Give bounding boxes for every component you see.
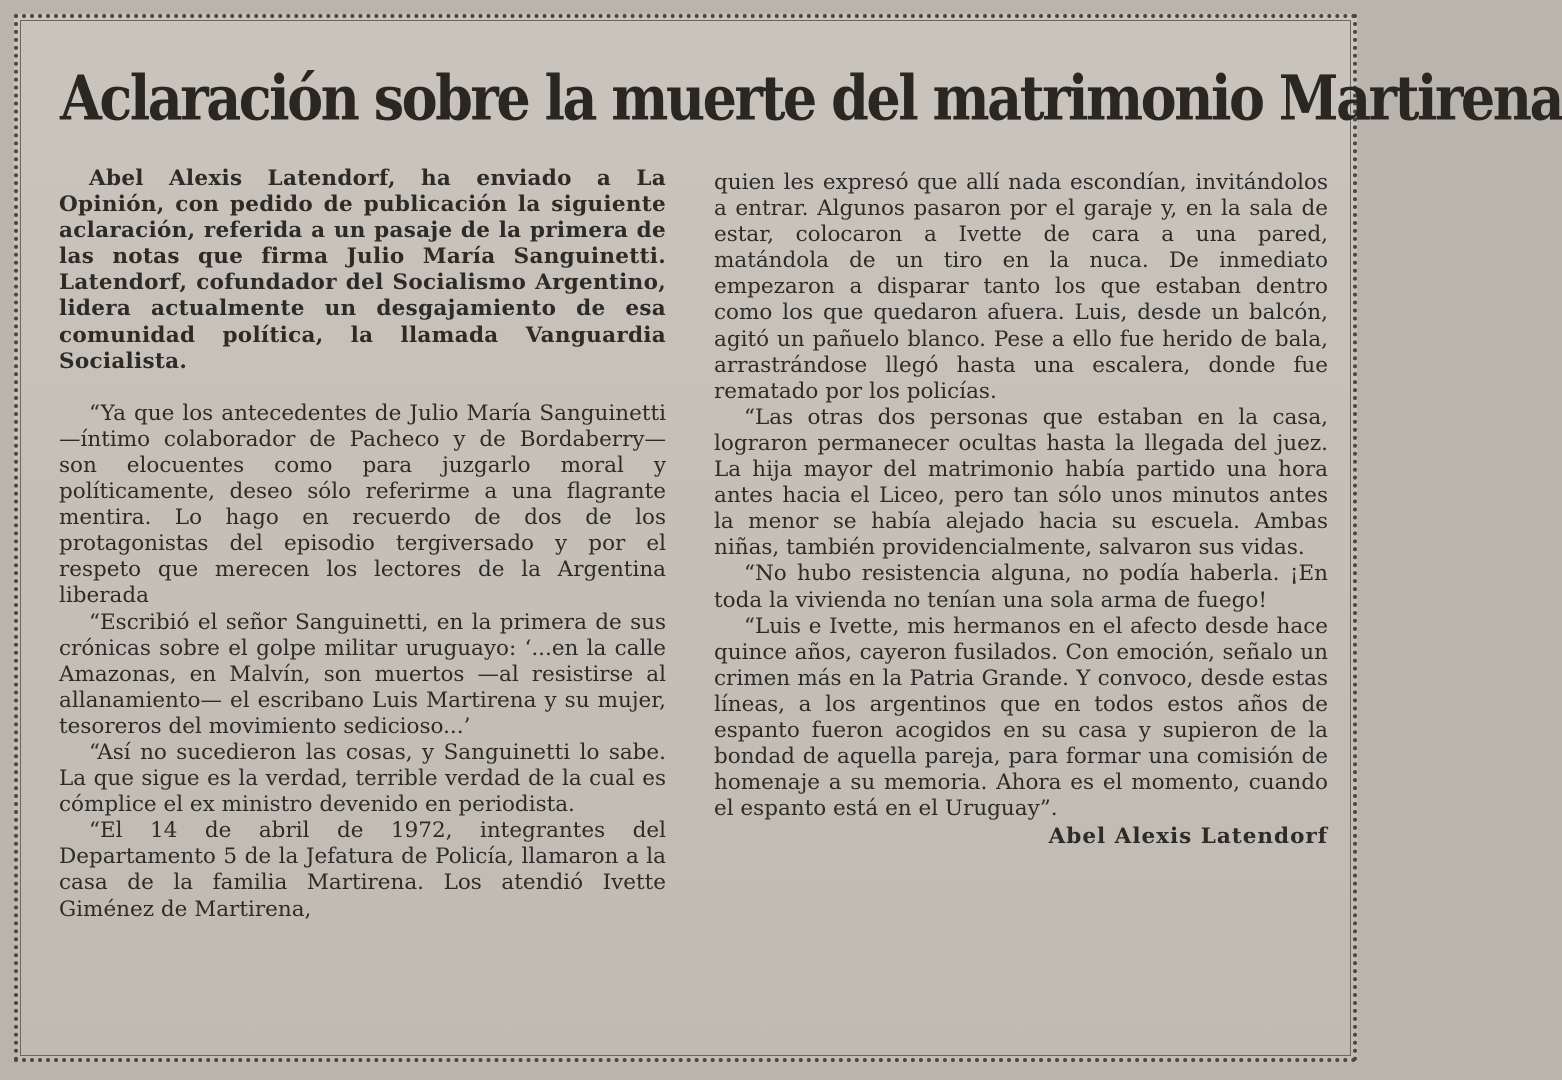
paragraph-gap [59, 375, 666, 401]
letter-paragraph-5: “Las otras dos personas que estaban en la casa, lograron permanecer ocultas hasta la llegada del juez. La hija mayor del matrimonio había partido una hora antes hacia el Liceo, pero tan sólo unos minutos antes la menor se había alejado hacia su escuela. Ambas niñas, también providencialmente, salvaron sus vidas. [714, 404, 1328, 561]
column-left [59, 166, 666, 923]
letter-paragraph-7: “Luis e Ivette, mis hermanos en el afecto desde hace quince años, cayeron fusilados. Con emoción, señalo un crimen más en la Patria Grande. Y convoco, desde estas líneas, a los argentinos que en todos estos años de espanto fueron acogidos en su casa y supieron de la bondad de aquella pareja, para formar una comisión de homenaje a su memoria. Ahora es el momento, cuando el espanto está en el Uruguay”. [714, 613, 1328, 822]
letter-paragraph-2: “Escribió el señor Sanguinetti, en la primera de sus crónicas sobre el golpe militar uruguayo: ‘...en la calle Amazonas, en Malvín, son muertos —al resistirse al allanamiento— el escribano Luis Martirena y su mujer, tesoreros del movimiento sedicioso...’ [59, 609, 666, 739]
intro-paragraph: Abel Alexis Latendorf, ha enviado a La Opinión, con pedido de publicación la siguiente aclaración, referida a un pasaje de la primera de las notas que firma Julio María Sanguinetti. Latendorf, cofundador del Socialismo Argentino, lidera actualmente un desgajamiento de esa comunidad política, la llamada Vanguardia Socialista. [59, 166, 666, 374]
signature: Abel Alexis Latendorf [1048, 824, 1328, 850]
headline: Aclaración sobre la muerte del matrimonio Martirena [60, 60, 1562, 135]
letter-paragraph-1: “Ya que los antecedentes de Julio María Sanguinetti —íntimo colaborador de Pacheco y de Bordaberry— son elocuentes como para juzgarlo moral y políticamente, deseo sólo referirme a una flagrante mentira. Lo hago en recuerdo de dos de los protagonistas del episodio tergiversado y por el respeto que merecen los lectores de la Argentina liberada [59, 400, 666, 609]
letter-paragraph-4-continued: quien les expresó que allí nada escondían, invitándolos a entrar. Algunos pasaron por el garaje y, en la sala de estar, colocaron a Ivette de cara a una pared, matándola de un tiro en la nuca. De inmediato empezaron a disparar tanto los que estaban dentro como los que quedaron afuera. Luis, desde un balcón, agitó un pañuelo blanco. Pese a ello fue herido de bala, arrastrándose llegó hasta una escalera, donde fue rematado por los policías. [714, 170, 1328, 404]
column-right [714, 170, 1328, 850]
newspaper-clipping [14, 14, 1562, 1062]
letter-paragraph-6: “No hubo resistencia alguna, no podía haberla. ¡En toda la vivienda no tenían una sola arma de fuego! [714, 561, 1328, 613]
letter-paragraph-3: “Así no sucedieron las cosas, y Sanguinetti lo sabe. La que sigue es la verdad, terrible verdad de la cual es cómplice el ex ministro devenido en periodista. [59, 739, 666, 818]
letter-paragraph-4-start: “El 14 de abril de 1972, integrantes del Departamento 5 de la Jefatura de Policía, llamaron a la casa de la familia Martirena. Los atendió Ivette Giménez de Martirena, [59, 818, 666, 922]
